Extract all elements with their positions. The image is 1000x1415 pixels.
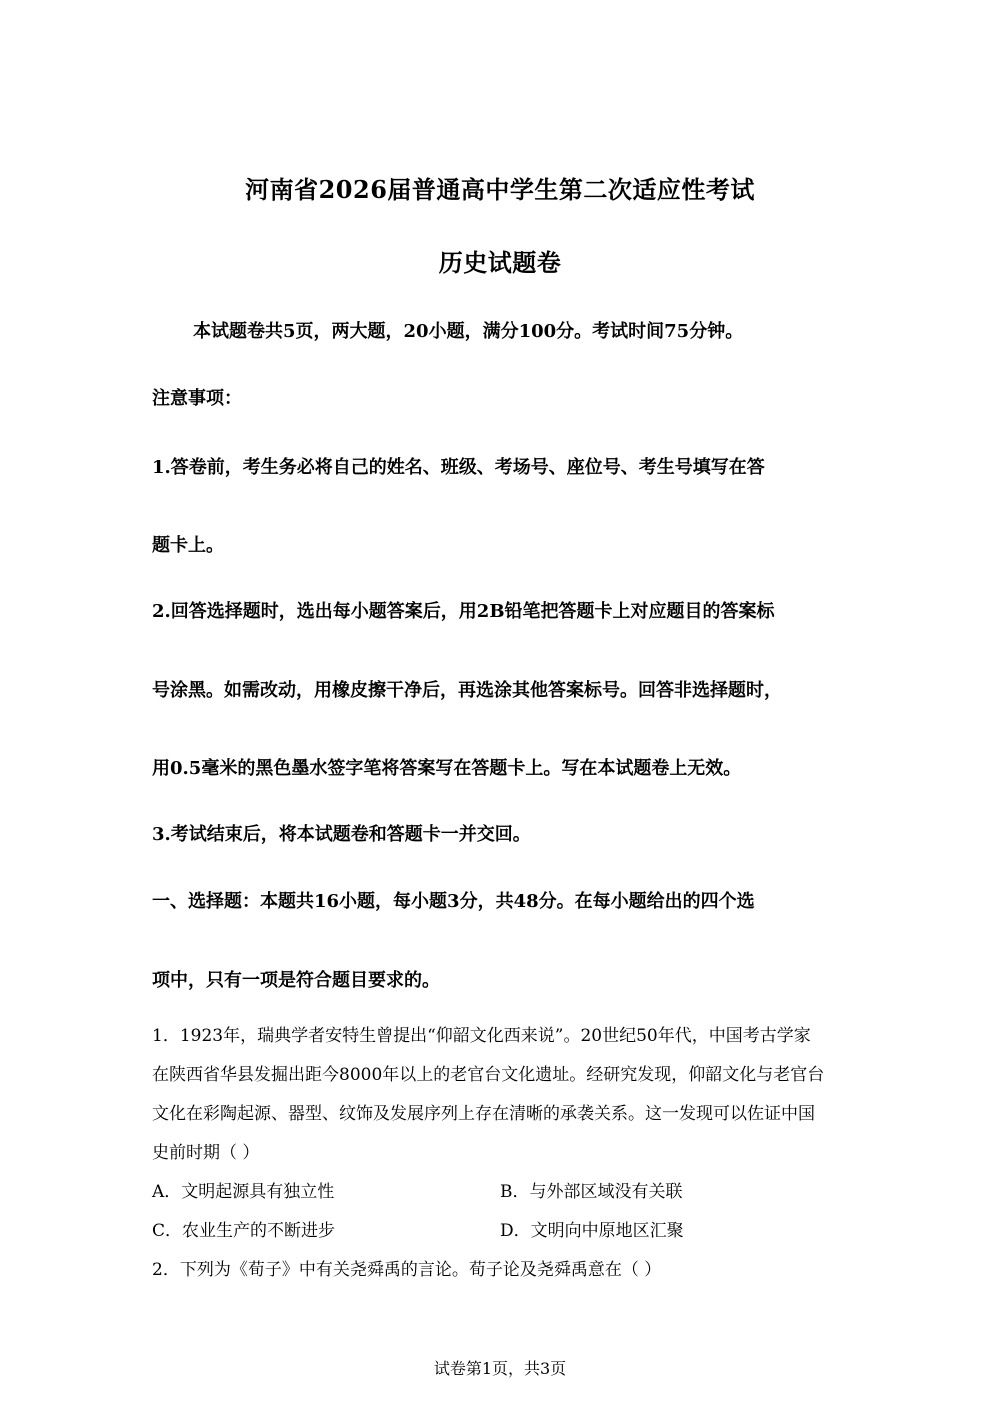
question-1-option-a: A．文明起源具有独立性 <box>152 1182 335 1202</box>
notice-line: 1.答卷前，考生务必将自己的姓名、班级、考场号、座位号、考生号填写在答 <box>152 457 765 478</box>
notice-heading: 注意事项： <box>152 388 242 409</box>
question-2-text: 2．下列为《荀子》中有关尧舜禹的言论。荀子论及尧舜禹意在（ ） <box>152 1260 662 1280</box>
notice-line: 号涂黑。如需改动，用橡皮擦干净后，再选涂其他答案标号。回答非选择题时， <box>152 680 782 701</box>
exam-title: 河南省2026届普通高中学生第二次适应性考试 <box>245 175 755 204</box>
notice-line: 用0.5毫米的黑色墨水签字笔将答案写在答题卡上。写在本试题卷上无效。 <box>152 758 742 779</box>
question-1-text: 在陕西省华县发掘出距今8000年以上的老官台文化遗址。经研究发现，仰韶文化与老官台 <box>152 1065 825 1085</box>
notice-line: 2.回答选择题时，选出每小题答案后，用2B铅笔把答题卡上对应题目的答案标 <box>152 601 775 622</box>
question-1-option-b: B．与外部区域没有关联 <box>500 1182 683 1202</box>
question-1-text: 史前时期（ ） <box>152 1143 260 1163</box>
exam-intro: 本试题卷共5页，两大题，20小题，满分100分。考试时间75分钟。 <box>193 321 744 342</box>
question-1-text: 文化在彩陶起源、器型、纹饰及发展序列上存在清晰的承袭关系。这一发现可以佐证中国 <box>152 1104 815 1124</box>
exam-subtitle: 历史试题卷 <box>438 248 562 277</box>
section-heading: 一、选择题：本题共16小题，每小题3分，共48分。在每小题给出的四个选 <box>152 891 755 912</box>
section-heading: 项中，只有一项是符合题目要求的。 <box>152 970 440 991</box>
question-1-option-d: D．文明向中原地区汇聚 <box>500 1221 684 1241</box>
notice-line: 题卡上。 <box>152 535 224 556</box>
question-1-text: 1．1923年，瑞典学者安特生曾提出“仰韶文化西来说”。20世纪50年代，中国考古学家 <box>152 1026 811 1046</box>
page-footer: 试卷第1页，共3页 <box>433 1359 567 1378</box>
notice-line: 3.考试结束后，将本试题卷和答题卡一并交回。 <box>152 824 531 845</box>
question-1-option-c: C．农业生产的不断进步 <box>152 1221 336 1241</box>
